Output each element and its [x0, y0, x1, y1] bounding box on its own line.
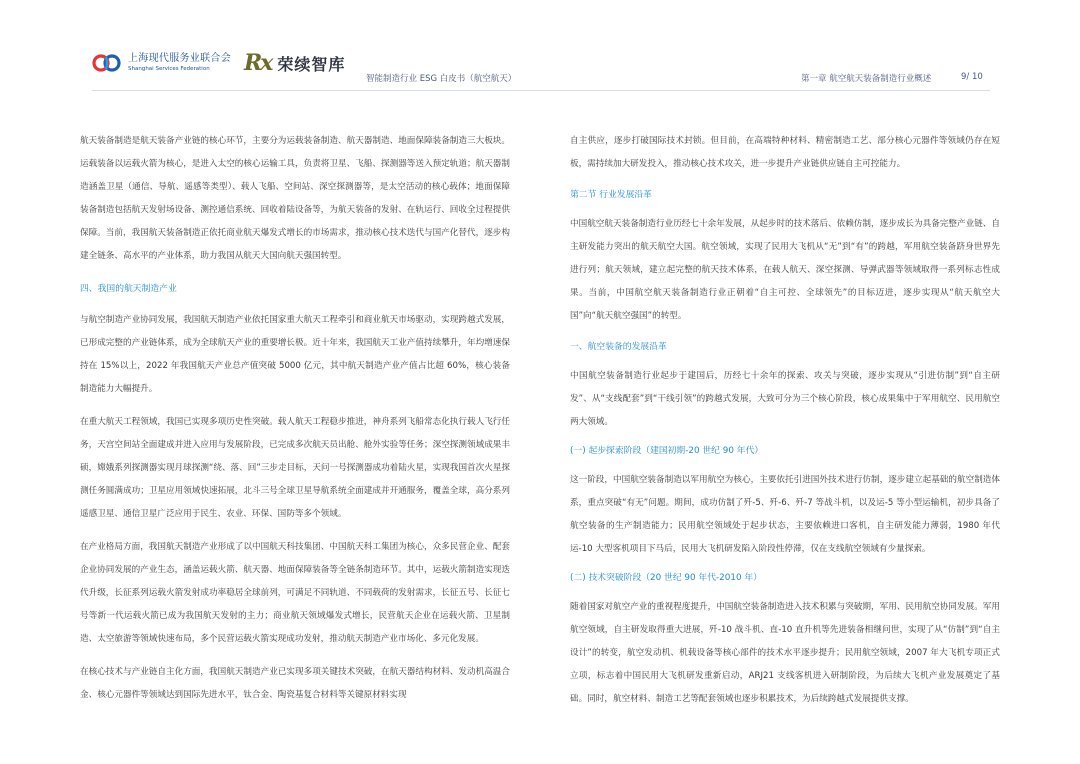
- section-heading: 第二节 行业发展沿革: [570, 190, 652, 200]
- right-column: [570, 130, 1000, 711]
- rongxu-logo: [244, 50, 345, 76]
- paragraph: 中国航空装备制造行业起步于建国后，历经七十余年的探索、攻关与突破，逐步实现从“引进仿制”到“自主研发”、从“支线配套”到“干线引领”的跨越式发展，大致可分为三个核心阶段，核心成果集中于军用航空、民用航空两大领域。: [570, 371, 1000, 427]
- chapter-title: 第一章 航空航天装备制造行业概述: [801, 74, 932, 84]
- paragraph: 中国航空航天装备制造行业历经七十余年发展，从起步时的技术落后、依赖仿制，逐步成长为具备完整产业链、自主研发能力突出的航天航空大国。航空领域，实现了民用大飞机从“无”到“有”的跨越，军用航空装备跻身世界先进行列；航天领域，建立起完整的航天技术体系，在载人航天、深空探测、导弹武器等领域取得一系列标志性成果。当前，中国航空航天装备制造行业正朝着“自主可控、全球领先”的目标迈进，逐步实现从“航天航空大国”向“航天航空强国”的转型。: [570, 219, 1000, 321]
- brand-name: 荣续智库: [277, 54, 346, 74]
- document-title: 智能制造行业 ESG 白皮书（航空航天）: [366, 74, 517, 84]
- brand-mark: Rx: [244, 50, 272, 76]
- section-heading: 一、航空装备的发展沿革: [570, 342, 667, 352]
- left-column: [80, 130, 510, 707]
- paragraph: 在核心技术与产业链自主化方面，我国航天制造产业已实现多项关键技术突破，在航天器结构材料、发动机高温合金、核心元器件等领域达到国际先进水平，钛合金、陶瓷基复合材料等关键原材料实现: [80, 667, 510, 700]
- paragraph: 在重大航天工程领域，我国已实现多项历史性突破。载人航天工程稳步推进，神舟系列飞船常态化执行载人飞行任务，天宫空间站全面建成并进入应用与发展阶段，已完成多次航天员出舱、舱外实验等任务；深空探测领域成果丰硕，嫦娥系列探测器实现月球探测“绕、落、回”三步走目标，天问一号探测器成功着陆火星，实现我国首次火星探测任务圆满成功；卫星应用领域快速拓展，北斗三号全球卫星导航系统全面建成并开通服务，覆盖全球，高分系列遥感卫星、通信卫星广泛应用于民生、农业、环保、国防等多个领域。: [80, 417, 511, 519]
- org-name-cn: 上海现代服务业联合会: [128, 52, 231, 64]
- subsection-heading: (二) 技术突破阶段（20 世纪 90 年代-2010 年）: [570, 573, 762, 583]
- org-name-en: Shanghai Services Federation: [128, 65, 210, 72]
- paragraph: 在产业格局方面，我国航天制造产业形成了以中国航天科技集团、中国航天科工集团为核心，众多民营企业、配套企业协同发展的产业生态，涵盖运载火箭、航天器、地面保障装备等全链条制造环节。其中，运载火箭制造实现迭代升级，长征系列运载火箭发射成功率稳居全球前列，可满足不同轨道、不同载荷的发射需求，长征五号、长征七号等新一代运载火箭已成为我国航天发射的主力；商业航天领域爆发式增长，民营航天企业在运载火箭、卫星制造、太空旅游等领域快速布局，多个民营运载火箭实现成功发射，推动航天制造产业市场化、多元化发展。: [80, 542, 510, 644]
- ssf-logo: [92, 52, 231, 74]
- page-header: [0, 0, 1080, 96]
- paragraph: 航天装备制造是航天装备产业链的核心环节，主要分为运载装备制造、航天器制造、地面保障装备制造三大板块。运载装备以运载火箭为核心，是进入太空的核心运输工具，负责将卫星、飞船、探测器等送入预定轨道；航天器制造涵盖卫星（通信、导航、遥感等类型）、载人飞船、空间站、深空探测器等，是太空活动的核心载体；地面保障装备制造包括航天发射场设备、测控通信系统、回收着陆设备等，为航天装备的发射、在轨运行、回收全过程提供保障。当前，我国航天装备制造正依托商业航天爆发式增长的市场需求，推动核心技术迭代与国产化替代，逐步构建全链条、高水平的产业体系，助力我国从航天大国向航天强国转型。: [80, 136, 510, 261]
- paragraph: 随着国家对航空产业的重视程度提升，中国航空装备制造进入技术积累与突破期，军用、民用航空协同发展。军用航空领域，自主研发取得重大进展，歼-10 战斗机、直-10 直升机等先进装备相继问世，实现了从“仿制”到“自主设计”的转变，航空发动机、机载设备等核心部件的技术水平逐步提升；民用航空领域，2007 年大飞机专项正式立项，标志着中国民用大飞机研发重新启动，ARJ21 支线客机进入研制阶段，为后续大飞机产业发展奠定了基础。同时，航空材料、制造工艺等配套领域也逐步积累技术，为后续跨越式发展提供支撑。: [570, 602, 1000, 704]
- header-divider: [92, 90, 990, 91]
- ssf-logo-icon: [92, 52, 122, 74]
- subsection-heading: (一) 起步探索阶段（建国初期-20 世纪 90 年代）: [570, 446, 764, 456]
- section-heading: 四、我国的航天制造产业: [80, 284, 177, 294]
- paragraph: 这一阶段，中国航空装备制造以军用航空为核心，主要依托引进国外技术进行仿制，逐步建立起基础的航空制造体系，重点突破“有无”问题。期间，成功仿制了歼-5、歼-6、歼-7 等战斗机，以及运-5 等小型运输机，初步具备了航空装备的生产制造能力；民用航空领域处于起步状态，主要依赖进口客机，自主研发能力薄弱，1980 年代运-10 大型客机项目下马后，民用大飞机研发陷入阶段性停滞，仅在支线航空领域有少量探索。: [570, 475, 1000, 554]
- page-number: 9/ 10: [961, 72, 983, 82]
- paragraph: 与航空制造产业协同发展，我国航天制造产业依托国家重大航天工程牵引和商业航天市场驱动，实现跨越式发展，已形成完整的产业链体系，成为全球航天产业的重要增长极。近十年来，我国航天工业产值持续攀升，年均增速保持在 15%以上，2022 年我国航天产业总产值突破 5000 亿元，其中航天制造产业产值占比超 60%，核心装备制造能力大幅提升。: [80, 315, 510, 394]
- paragraph: 自主供应，逐步打破国际技术封锁。但目前，在高端特种材料、精密制造工艺、部分核心元器件等领域仍存在短板，需持续加大研发投入，推动核心技术攻关，进一步提升产业链供应链自主可控能力。: [570, 136, 1000, 169]
